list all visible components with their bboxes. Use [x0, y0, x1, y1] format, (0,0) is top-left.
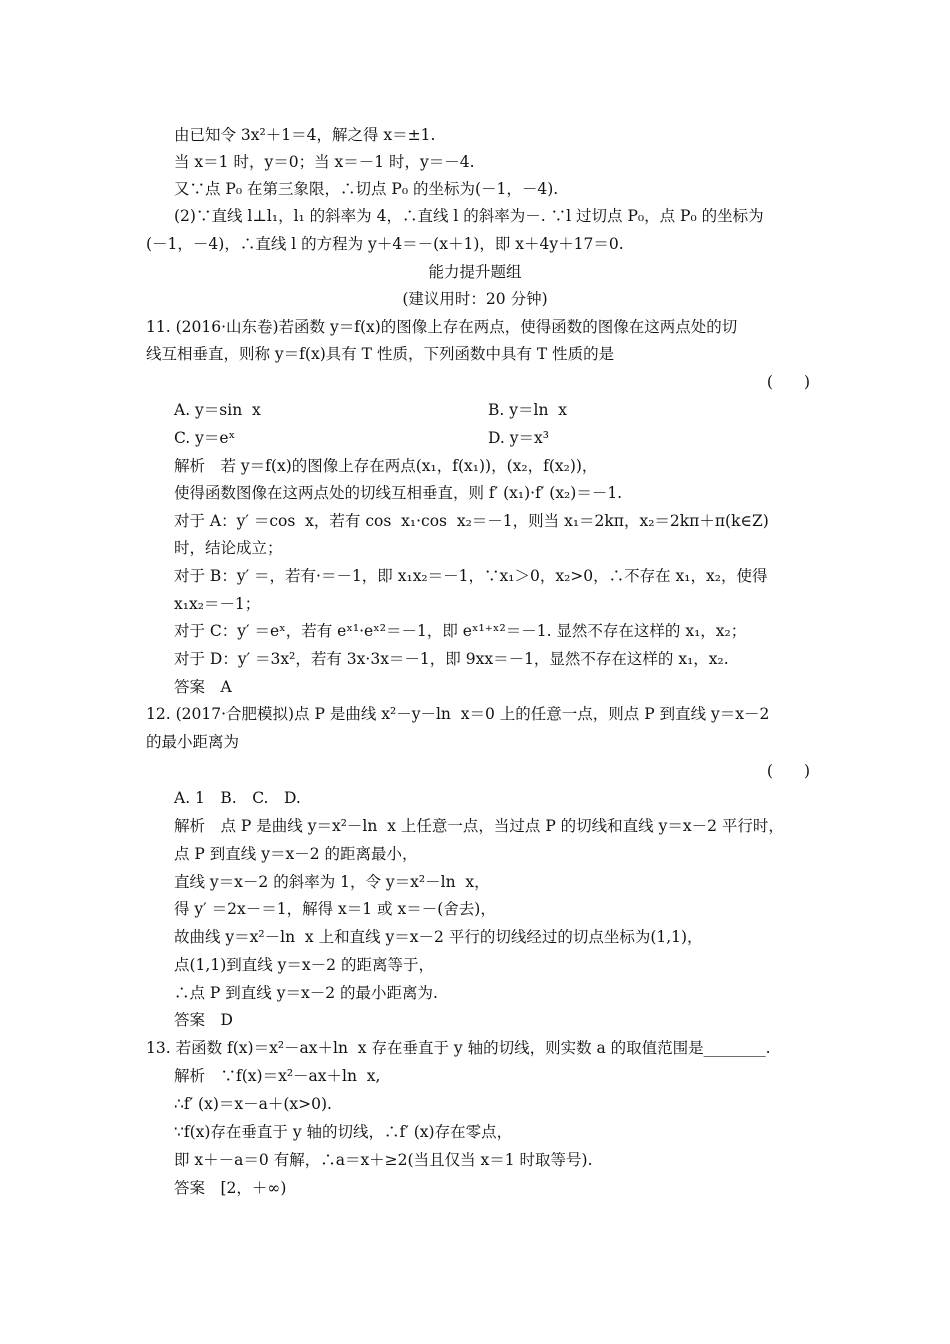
q13-analysis-1: 解析 ∵f(x)＝x²－ax＋ln x, [174, 1067, 381, 1085]
q11-analysis-4: 时，结论成立； [174, 539, 283, 557]
q11-analysis-7: 对于 C：y′ ＝eˣ，若有 eˣ¹·eˣ²＝－1，即 eˣ¹⁺ˣ²＝－1. 显然不存在这样的 x₁，x₂； [174, 622, 747, 640]
section-title: 能力提升题组 [428, 263, 522, 281]
q13-analysis-2: ∴f′ (x)＝x－a＋(x>0). [174, 1095, 332, 1113]
q12-analysis-6: 点(1,1)到直线 y＝x－2 的距离等于， [174, 956, 434, 974]
section-subtitle: (建议用时：20 分钟) [402, 290, 548, 308]
q13-answer: 答案 [2，＋∞) [174, 1179, 287, 1197]
q11-stem-line-1: 11. (2016·山东卷)若函数 y＝f(x)的图像上存在两点，使得函数的图像在这两点处的切 [146, 318, 738, 336]
q12-analysis-1: 解析 点 P 是曲线 y＝x²－ln x 上任意一点，当过点 P 的切线和直线 y＝x－2 平行时， [174, 817, 784, 835]
q11-answer-paren: ( ) [766, 373, 810, 391]
q12-stem-line-1: 12. (2017·合肥模拟)点 P 是曲线 x²－y－ln x＝0 上的任意一点，则点 P 到直线 y＝x－2 [146, 705, 770, 723]
q11-option-c: C. y＝eˣ [174, 429, 236, 447]
q11-option-b: B. y＝ln x [488, 401, 568, 419]
q11-analysis-6: x₁x₂＝－1； [174, 595, 261, 613]
q13-analysis-4: 即 x＋－a＝0 有解，∴a＝x＋≥2(当且仅当 x＝1 时取等号). [174, 1151, 593, 1169]
prev-line-4: (2)∵直线 l⊥l₁，l₁ 的斜率为 4，∴直线 l 的斜率为－. ∵l 过切点 P₀，点 P₀ 的坐标为 [174, 207, 764, 225]
q12-stem-line-2: 的最小距离为 [146, 733, 240, 751]
q12-analysis-5: 故曲线 y＝x²－ln x 上和直线 y＝x－2 平行的切线经过的切点坐标为(1,1)， [174, 928, 703, 946]
q12-options: A. 1 B. C. D. [174, 789, 301, 807]
q12-analysis-4: 得 y′ ＝2x－＝1，解得 x＝1 或 x＝－(舍去)， [174, 900, 496, 918]
q11-option-a: A. y＝sin x [174, 401, 261, 419]
q12-answer: 答案 D [174, 1011, 233, 1029]
q11-answer: 答案 A [174, 678, 232, 696]
q11-option-d: D. y＝x³ [488, 429, 549, 447]
prev-line-5: (－1，－4)，∴直线 l 的方程为 y＋4＝－(x＋1)，即 x＋4y＋17＝0. [146, 235, 624, 253]
q11-analysis-8: 对于 D：y′ ＝3x²，若有 3x·3x＝－1，即 9xx＝－1，显然不存在这样的 x₁，x₂. [174, 650, 729, 668]
q13-stem: 13. 若函数 f(x)＝x²－ax＋ln x 存在垂直于 y 轴的切线，则实数 a 的取值范围是________. [146, 1039, 771, 1057]
q12-analysis-3: 直线 y＝x－2 的斜率为 1，令 y＝x²－ln x， [174, 873, 490, 891]
prev-line-3: 又∵点 P₀ 在第三象限，∴切点 P₀ 的坐标为(－1，－4). [174, 180, 559, 198]
q12-analysis-7: ∴点 P 到直线 y＝x－2 的最小距离为. [174, 984, 438, 1002]
prev-line-1: 由已知令 3x²＋1＝4，解之得 x＝±1. [174, 126, 436, 144]
q11-analysis-1: 解析 若 y＝f(x)的图像上存在两点(x₁，f(x₁))，(x₂，f(x₂))， [174, 457, 598, 475]
q11-analysis-5: 对于 B：y′ ＝，若有·＝－1，即 x₁x₂＝－1，∵x₁＞0，x₂>0，∴不存在 x₁，x₂，使得 [174, 567, 768, 585]
q12-analysis-2: 点 P 到直线 y＝x－2 的距离最小， [174, 845, 418, 863]
q13-analysis-3: ∵f(x)存在垂直于 y 轴的切线，∴f′ (x)存在零点， [174, 1123, 513, 1141]
q12-answer-paren: ( ) [766, 762, 810, 780]
q11-stem-line-2: 线互相垂直，则称 y＝f(x)具有 T 性质，下列函数中具有 T 性质的是 [146, 345, 615, 363]
prev-line-2: 当 x＝1 时，y＝0；当 x＝－1 时，y＝－4. [174, 153, 475, 171]
q11-analysis-3: 对于 A：y′ ＝cos x，若有 cos x₁·cos x₂＝－1，则当 x₁＝2kπ，x₂＝2kπ＋π(k∈Z) [174, 512, 769, 530]
q11-analysis-2: 使得函数图像在这两点处的切线互相垂直，则 f′ (x₁)·f′ (x₂)＝－1. [174, 484, 623, 502]
